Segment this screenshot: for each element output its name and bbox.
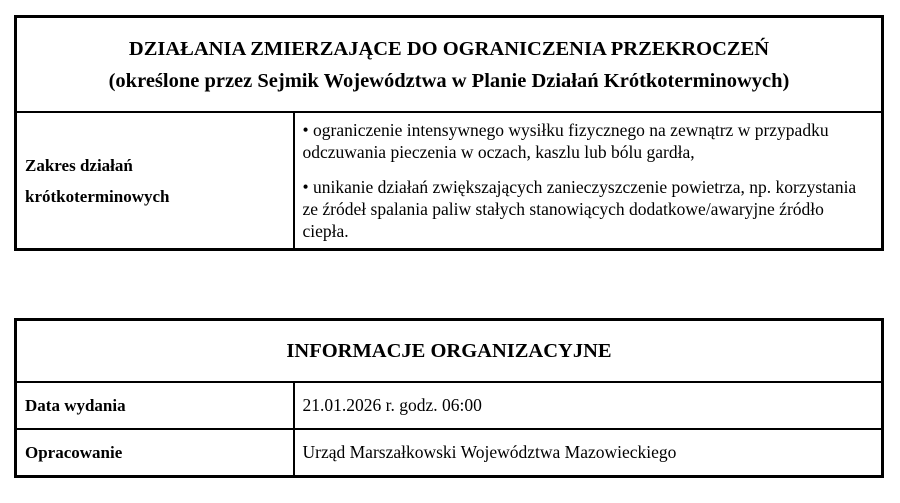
actions-bullet: • unikanie działań zwiększających zanieczyszczenie powietrza, np. korzystania ze źródeł spalania paliw stałych stanowiących dodatkowe/awaryjne źródło ciepła. — [302, 177, 857, 241]
actions-scope-content — [294, 112, 883, 250]
actions-scope-label-line2: krótkoterminowych — [25, 186, 170, 206]
info-row-prepared-by — [16, 429, 883, 477]
actions-bullet: • ograniczenie intensywnego wysiłku fizycznego na zewnątrz w przypadku odczuwania pieczenia w oczach, kaszlu lub bólu gardła, — [302, 120, 829, 162]
actions-title — [16, 17, 883, 113]
prepared-by-value: Urząd Marszałkowski Województwa Mazowieckiego — [294, 429, 883, 477]
info-title-row — [16, 320, 883, 383]
info-title: INFORMACJE ORGANIZACYJNE — [16, 320, 883, 383]
actions-table — [14, 15, 884, 251]
actions-scope-row — [16, 112, 883, 250]
info-table — [14, 318, 884, 478]
prepared-by-label: Opracowanie — [16, 429, 294, 477]
issue-date-value: 21.01.2026 r. godz. 06:00 — [294, 382, 883, 429]
info-row-issue-date — [16, 382, 883, 429]
actions-scope-label-line1: Zakres działań — [25, 155, 133, 175]
actions-title-line2: (określone przez Sejmik Województwa w Planie Działań Krótkoterminowych) — [108, 69, 790, 92]
actions-scope-label — [16, 112, 294, 250]
issue-date-label: Data wydania — [16, 382, 294, 429]
actions-title-row — [16, 17, 883, 113]
actions-title-line1: DZIAŁANIA ZMIERZAJĄCE DO OGRANICZENIA PRZEKROCZEŃ — [128, 37, 770, 60]
